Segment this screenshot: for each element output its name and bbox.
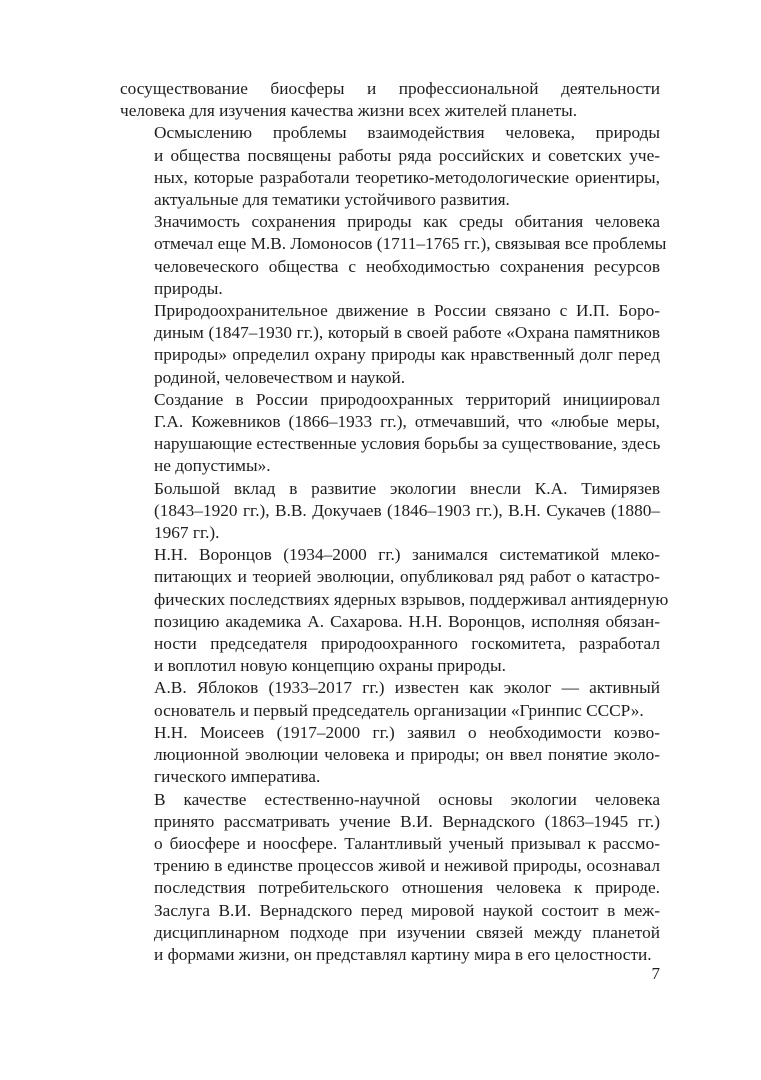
text-line: человека для изучения качества жизни всех жителей планеты. [120,101,578,121]
text-line: Н.Н. Моисеев (1917–2000 гг.) заявил о необходимости коэво- [154,722,660,742]
paragraph [120,389,660,478]
text-line: человеческого общества с необходимостью сохранения ресурсов [154,256,660,276]
text-line: природы» определил охрану природы как нравственный долг перед [154,345,660,365]
text-line: питающих и теорией эволюции, опубликовал ряд работ о катастро- [154,567,660,587]
text-line: люционной эволюции человека и природы; он ввел понятие эколо- [154,745,660,765]
text-line: Значимость сохранения природы как среды обитания человека [154,212,660,232]
text-line: фических последствиях ядерных взрывов, поддерживал антиядерную [154,589,669,609]
text-line: Н.Н. Воронцов (1934–2000 гг.) занимался систематикой млеко- [154,545,660,565]
page-number: 7 [651,964,660,983]
paragraph [120,478,660,545]
text-line: Большой вклад в развитие экологии внесли К.А. Тимирязев [154,478,660,498]
paragraph [120,722,660,789]
text-line: 1967 гг.). [154,523,220,543]
text-line: А.В. Яблоков (1933–2017 гг.) известен как эколог — активный [154,678,660,698]
paragraph [120,78,660,122]
text-line: не допустимы». [154,456,271,476]
paragraph [120,122,660,211]
text-line: позицию академика А. Сахарова. Н.Н. Воронцов, исполняя обязан- [154,611,660,631]
text-line: и формами жизни, он представлял картину мира в его целостности. [154,944,652,964]
text-line: В качестве естественно-научной основы экологии человека [154,789,660,809]
page-body [120,78,669,966]
text-line: трению в единстве процессов живой и неживой природы, осознавал [154,856,660,876]
text-line: природы. [154,278,223,298]
paragraph [120,211,667,300]
text-line: Природоохранительное движение в России связано с И.П. Боро- [154,301,660,321]
paragraph [120,300,660,389]
text-line: Заслуга В.И. Вернадского перед мировой наукой состоит в меж- [154,900,660,920]
text-line: дисциплинарном подходе при изучении связей между планетой [154,922,660,942]
text-line: ных, которые разработали теоретико-методологические ориентиры, [154,167,660,187]
text-line: актуальные для тематики устойчивого развития. [154,190,510,210]
text-line: о биосфере и ноосфере. Талантливый ученый призывал к рассмо- [154,833,660,853]
text-line: основатель и первый председатель организации «Гринпис СССР». [154,700,644,720]
paragraph [120,544,669,677]
text-line: гического императива. [154,767,321,787]
text-line: и воплотил новую концепцию охраны природы. [154,656,506,676]
text-line: Г.А. Кожевников (1866–1933 гг.), отмечавший, что «любые меры, [154,412,660,432]
text-line: нарушающие естественные условия борьбы за существование, здесь [154,434,661,454]
text-line: Создание в России природоохранных территорий инициировал [154,389,660,409]
text-line: диным (1847–1930 гг.), который в своей работе «Охрана памятников [154,323,660,343]
text-line: принято рассматривать учение В.И. Вернадского (1863–1945 гг.) [154,811,660,831]
paragraph [120,789,660,967]
text-line: Осмыслению проблемы взаимодействия человека, природы [154,123,660,143]
paragraph [120,677,660,721]
text-line: ности председателя природоохранного госкомитета, разработал [154,634,660,654]
text-line: родиной, человечеством и наукой. [154,367,406,387]
text-line: (1843–1920 гг.), В.В. Докучаев (1846–1903 гг.), В.Н. Сукачев (1880– [154,500,660,520]
text-line: отмечал еще М.В. Ломоносов (1711–1765 гг.), связывая все проблемы [154,234,667,254]
text-line: и общества посвящены работы ряда российских и советских уче- [154,145,660,165]
text-line: сосуществование биосферы и профессиональной деятельности [120,79,660,98]
text-line: последствия потребительского отношения человека к природе. [154,878,660,898]
